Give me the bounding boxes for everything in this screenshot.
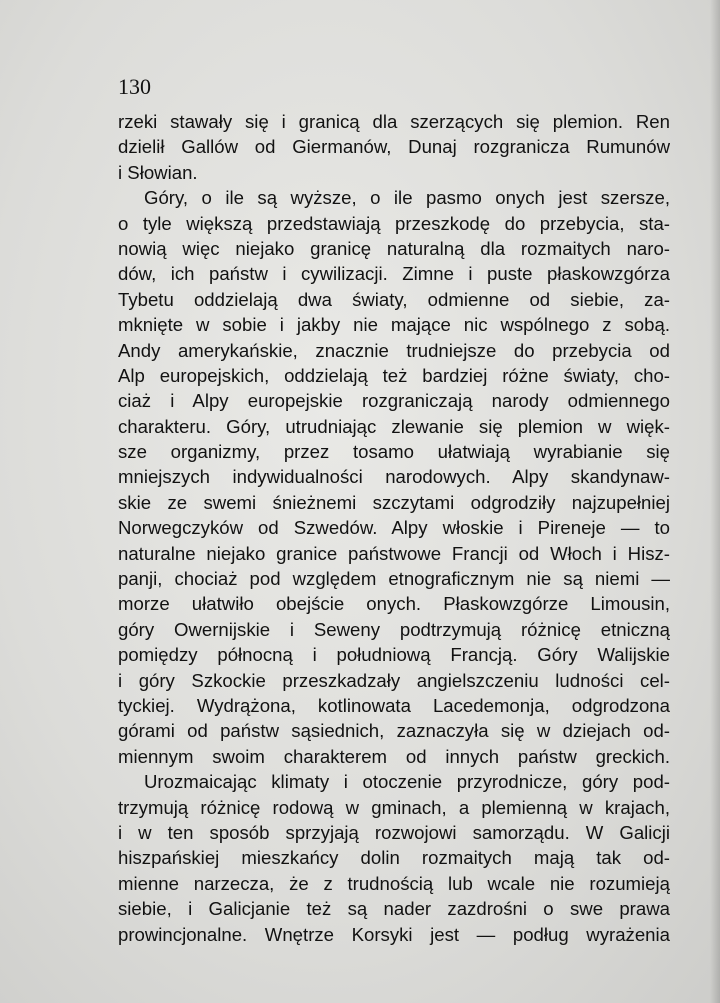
text-line: i Słowian. [118,161,198,183]
text-line: skie ze swemi śnieżnemi szczytami odgrodziły najzupełniej [118,491,670,513]
text-line: rzeki stawały się i granicą dla szerzących się plemion. Ren [118,111,670,132]
text-line: Andy amerykańskie, znacznie trudniejsze do przebycia od [118,339,670,361]
text-line: i góry Szkockie przeszkadzały angielszczeniu ludności cel- [118,669,670,691]
text-line: naturalne niejako granice państwowe Francji od Włoch i Hisz- [118,542,670,564]
text-line: Góry, o ile są wyższe, o ile pasmo onych jest szersze, [144,187,670,209]
body-text [118,109,670,947]
page-edge-shadow [710,0,720,1003]
text-line: dów, ich państw i cywilizacji. Zimne i puste płaskowzgórza [118,263,670,285]
text-line: Urozmaicając klimaty i otoczenie przyrodnicze, góry pod- [144,771,670,793]
text-line: górami od państw sąsiednich, zaznaczyła się w dziejach od- [118,720,670,742]
text-line: panji, chociaż pod względem etnograficznym nie są niemi — [118,568,670,590]
text-line: i w ten sposób sprzyjają rozwojowi samorządu. W Galicji [118,821,670,843]
text-line: góry Owernijskie i Seweny podtrzymują różnicę etniczną [118,618,670,640]
text-line: sze organizmy, przez tosamo ułatwiają wyrabianie się [118,441,670,463]
text-line: charakteru. Góry, utrudniając zlewanie się plemion w więk- [118,415,670,437]
text-line: hiszpańskiej mieszkańcy dolin rozmaitych mają tak od- [118,847,670,869]
text-line: mniejszych indywidualności narodowych. Alpy skandynaw- [118,466,670,488]
text-line: dzielił Gallów od Giermanów, Dunaj rozgranicza Rumunów [118,136,670,158]
text-line: o tyle większą przedstawiają przeszkodę do przebycia, sta- [118,212,670,234]
text-line: tyckiej. Wydrążona, kotlinowata Lacedemonja, odgrodzona [118,694,670,716]
text-line: miennym swoim charakterem od innych państw greckich. [118,745,670,767]
text-line: pomiędzy północną i południową Francją. Góry Walijskie [118,644,670,666]
text-line: ciaż i Alpy europejskie rozgraniczają narody odmiennego [118,390,670,412]
text-line: Tybetu oddzielają dwa światy, odmienne od siebie, za- [118,288,670,310]
text-line: Norwegczyków od Szwedów. Alpy włoskie i Pireneje — to [118,517,670,539]
text-line: siebie, i Galicjanie też są nader zazdrośni o swe prawa [118,898,670,920]
text-line: prowincjonalne. Wnętrze Korsyki jest — podług wyrażenia [118,923,670,945]
text-line: nowią więc niejako granicę naturalną dla rozmaitych naro- [118,237,670,259]
text-line: mknięte w sobie i jakby nie mające nic wspólnego z sobą. [118,314,670,336]
text-line: Alp europejskich, oddzielają też bardziej różne światy, cho- [118,364,670,386]
page-number: 130 [118,74,151,99]
text-line: mienne narzecza, że z trudnością lub wcale nie rozumieją [118,872,670,894]
text-line: trzymują różnicę rodową w gminach, a plemienną w krajach, [118,796,670,818]
text-line: morze ułatwiło obejście onych. Płaskowzgórze Limousin, [118,593,670,615]
